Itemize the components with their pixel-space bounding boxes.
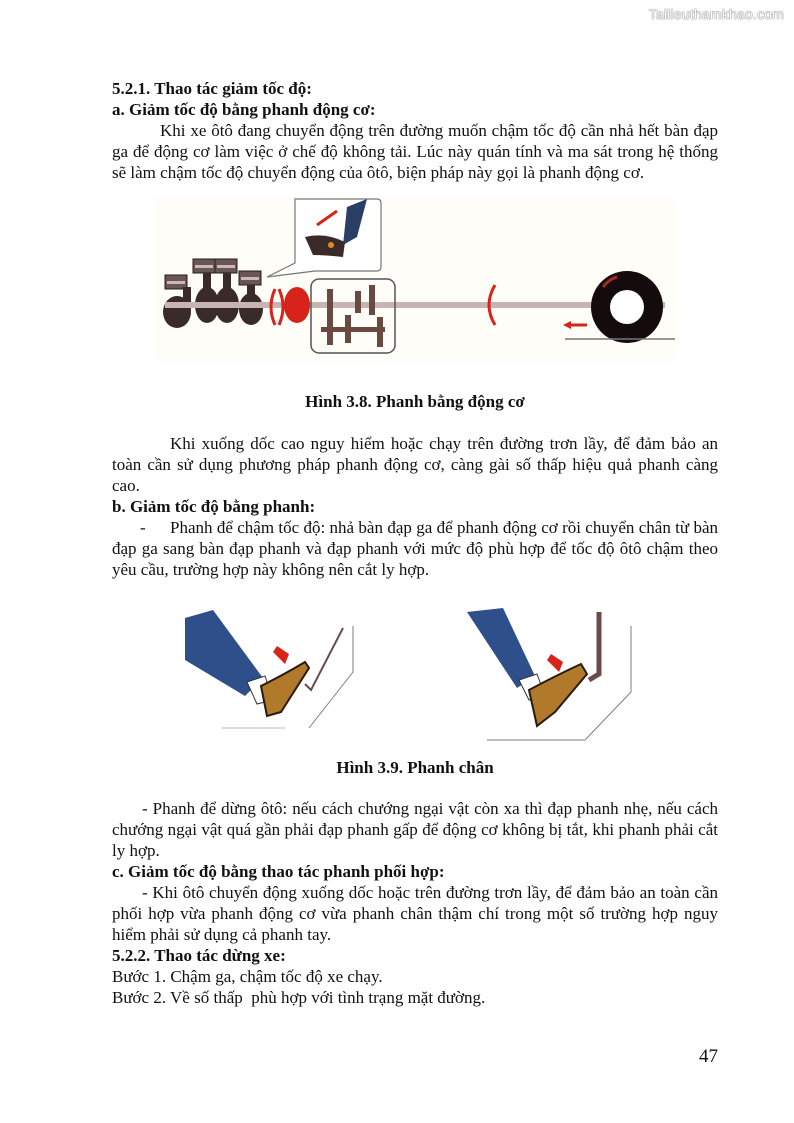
step-1: Bước 1. Chậm ga, chậm tốc độ xe chạy. <box>112 967 383 986</box>
section-heading-5-2-2: 5.2.2. Thao tác dừng xe: <box>112 946 286 965</box>
paragraph-downhill: Khi xuống dốc cao nguy hiểm hoặc chạy trên đường trơn lầy, để đảm bảo an toàn cần sử dụng phương pháp phanh động cơ, càng gài số thấp hiệu quả phanh càng cao. <box>112 434 718 495</box>
subheading-b: b. Giảm tốc độ bằng phanh: <box>112 497 316 516</box>
foot-brake-illustration <box>185 604 645 744</box>
watermark: Tailieuthamkhao.com <box>648 6 784 22</box>
bullet-marker: - <box>140 518 146 537</box>
foot-on-brake <box>467 608 631 740</box>
paragraph-stop-car: - Phanh để dừng ôtô: nếu cách chướng ngại vật còn xa thì đạp phanh nhẹ, nếu cách chướng ngại vật quá gần phải đạp phanh gấp để động cơ không bị tắt, khi phanh phải cắt ly hợp. <box>112 799 718 860</box>
bullet-text: Phanh để chậm tốc độ: nhả bàn đạp ga để phanh động cơ rồi chuyển chân từ bàn đạp ga sang bàn đạp phanh và đạp phanh với mức độ phù hợp để tốc độ ôtô chậm theo yêu cầu, trường hợp này không nên cắt ly hợp. <box>112 518 718 579</box>
paragraph-combined-braking: - Khi ôtô chuyển động xuống dốc hoặc trên đường trơn lầy, để đảm bảo an toàn cần phối hợp vừa phanh động cơ vừa phanh chân thậm chí trong một số trường hợp nguy hiểm phải sử dụng cả phanh tay. <box>112 883 718 944</box>
page-number: 47 <box>699 1046 718 1067</box>
engine-drivetrain-illustration <box>155 197 675 362</box>
bullet-slow-down <box>112 517 718 580</box>
subheading-c: c. Giảm tốc độ bằng thao tác phanh phối hợp: <box>112 862 445 881</box>
foot-on-accelerator <box>185 610 353 728</box>
figure-3-8-caption: Hình 3.8. Phanh bằng động cơ <box>305 392 525 411</box>
figure-3-9-caption: Hình 3.9. Phanh chân <box>336 758 494 777</box>
figure-engine-braking <box>155 197 675 362</box>
figure-foot-brake <box>185 604 645 744</box>
subheading-a: a. Giảm tốc độ bằng phanh động cơ: <box>112 100 376 119</box>
section-heading-5-2-1: 5.2.1. Thao tác giảm tốc độ: <box>112 79 312 98</box>
paragraph-engine-braking: Khi xe ôtô đang chuyển động trên đường muốn chậm tốc độ cần nhả hết bàn đạp ga để động cơ làm việc ở chế độ không tải. Lúc này quán tính và ma sát trong hệ thống sẽ làm chậm tốc độ chuyển động của ôtô, biện pháp này gọi là phanh động cơ. <box>112 121 718 182</box>
step-2: Bước 2. Về số thấp phù hợp với tình trạng mặt đường. <box>112 988 486 1007</box>
document-page <box>112 78 718 1008</box>
